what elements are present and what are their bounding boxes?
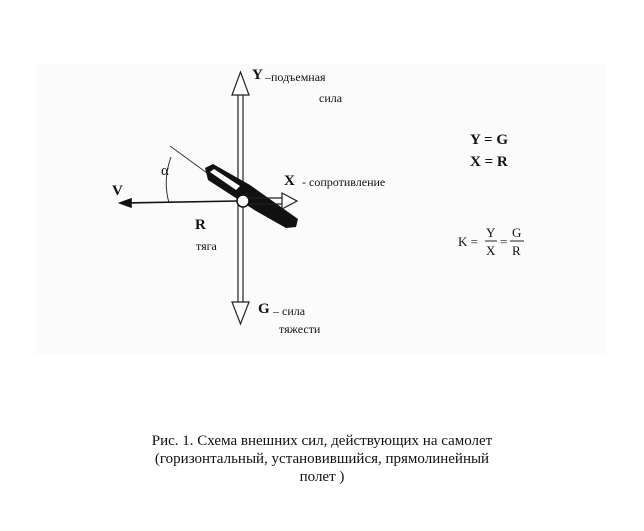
- caption-line-2: (горизонтальный, установившийся, прямолинейный: [154, 451, 490, 467]
- equation-drag-equals-thrust: X = R: [470, 154, 508, 170]
- center-of-mass: [237, 195, 249, 207]
- lift-caption-line2: сила: [319, 91, 343, 105]
- thrust-symbol: R: [195, 217, 206, 233]
- k-denominator-2: R: [512, 243, 521, 258]
- lift-symbol: Y: [252, 67, 263, 83]
- drag-symbol: X: [284, 173, 295, 189]
- drag-caption: - сопротивление: [302, 175, 386, 189]
- gravity-caption-line1: – сила: [273, 304, 306, 318]
- lift-caption-line1: –подъемная: [265, 70, 326, 84]
- caption-line-3: полет ): [299, 469, 345, 485]
- equation-lift-equals-weight: Y = G: [470, 132, 508, 148]
- caption-line-1: Рис. 1. Схема внешних сил, действующих на самолет: [151, 433, 493, 449]
- k-numerator-1: Y: [486, 225, 496, 240]
- thrust-caption: тяга: [196, 239, 217, 253]
- figure-background: [36, 64, 606, 354]
- velocity-symbol: V: [112, 183, 123, 199]
- gravity-caption-line2: тяжести: [279, 322, 321, 336]
- angle-symbol: α: [161, 163, 169, 179]
- k-denominator-1: X: [486, 243, 496, 258]
- lift-drag-ratio-label: K =: [458, 234, 478, 249]
- k-equals: =: [500, 234, 508, 249]
- gravity-symbol: G: [258, 301, 270, 317]
- k-numerator-2: G: [512, 225, 522, 240]
- figure-caption: [60, 432, 584, 486]
